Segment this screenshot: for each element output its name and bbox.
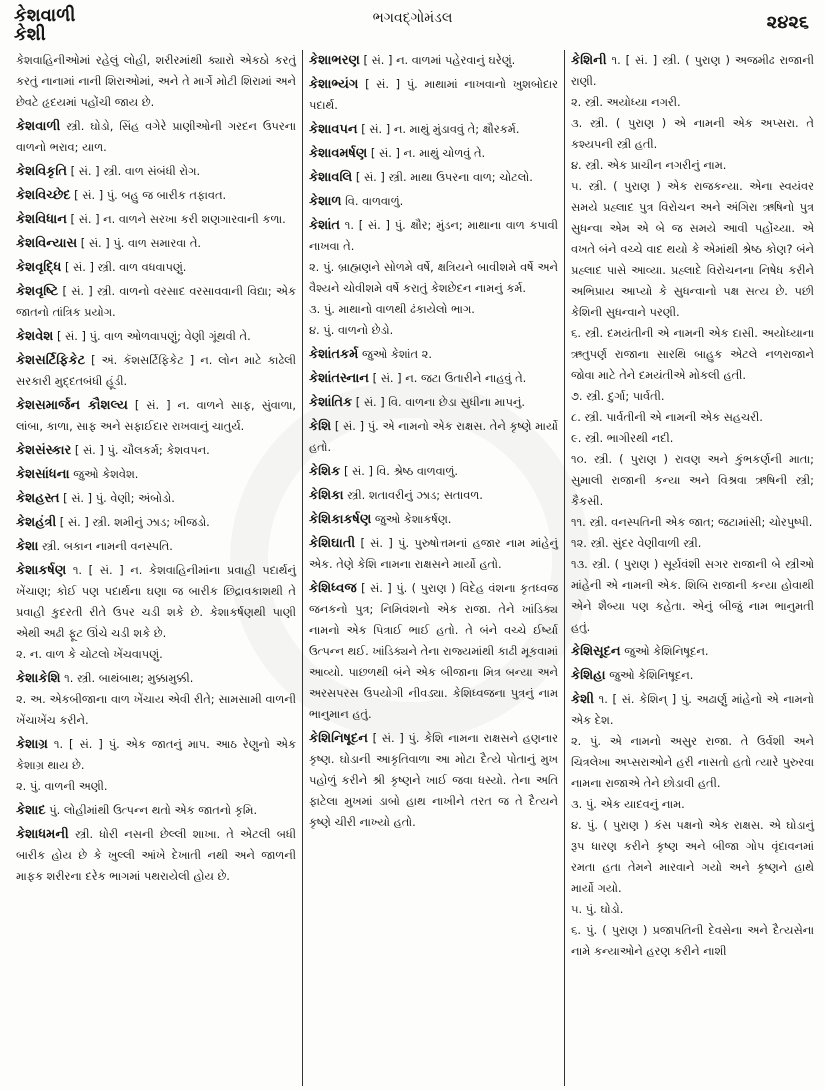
sense: ૧૧. સ્ત્રી. વનસ્પતિની એક જાત; જટામાંસી; ચોરપુષ્પી. <box>571 515 813 529</box>
definition: [ સં. ] પું. પુરુષોત્તમનાં હજાર નામ માંહેનું એક. તેણે કેશિ નામના રાક્ષસને માર્યો હતો. <box>309 536 559 571</box>
sense: ૨. ન. વાળ કે ચોટલો ખેંચવાપણું. <box>16 647 163 661</box>
dictionary-entry <box>571 50 814 638</box>
definition: [ સં. ] વિ. વાળના છેડા સુધીના માપનું. <box>355 395 525 409</box>
sense: ૩. પું. માથાનો વાળથી ઢંકાયેલો ભાગ. <box>309 302 475 316</box>
column-right <box>564 50 820 1086</box>
headword: કેશિનિષૂદન <box>309 731 368 746</box>
definition: [ સં. ] ન. માથું મુંડાવવું તે; ક્ષૌરકર્મ. <box>361 122 520 136</box>
definition: ૧. [ સં. ] પું. એક જાતનું માપ. આઠ રેણુનો એક કેશાગ્ર થાય છે. <box>16 737 296 772</box>
headword: કેશાંતકર્મ <box>309 347 359 362</box>
headword: કેશાંતિક <box>309 395 353 410</box>
definition: [ સં. ] પું. કેશિ નામના રાક્ષસને હણનાર કૃષ્ણ. ઘોડાની આકૃતિવાળા આ મોટા દૈત્યે પોતાનું મુખ પહોળું કરીને શ્રી કૃષ્ણને ખાઈ જવા ધસ્યો. તેના અતિ ફાટેલા મુખમાં ડાબો હાથ નાખીને તરત જ તે દૈત્યને કૃષ્ણે ચીરી નાખ્યો હતો. <box>309 731 559 829</box>
definition: [ સં. ] સ્ત્રી. વાળનો વરસાદ વરસાવવાની વિદ્યા; એક જાતનો તાંત્રિક પ્રયોગ. <box>16 284 296 319</box>
sense: ૬. સ્ત્રી. દમયંતીની એ નામની એક દાસી. અયોધ્યાના ઋતુપર્ણ રાજાના સારથિ બાહુક એટલે નળરાજાને જોવા માટે તેને દમયંતીએ મોકલી હતી. <box>571 326 814 382</box>
dictionary-entry <box>309 578 558 725</box>
headword: કેશાધમની <box>16 827 69 842</box>
dictionary-entry <box>16 800 296 821</box>
dictionary-entry <box>16 488 296 509</box>
headword: કેશી <box>571 692 594 707</box>
headword: કેશવિન્યાસ <box>16 236 78 251</box>
definition: [ સં. ] પું. બહુ જ બારીક તફાવત. <box>74 188 227 202</box>
sense: ૧૦. સ્ત્રી. ( પુરાણ ) રાવણ અને કુંભકર્ણની માતા; સુમાલી રાજાની કન્યા અને વિશ્રવા ઋષિની સ્ત્રી; કૈકસી. <box>571 452 814 508</box>
dictionary-entry <box>309 461 558 482</box>
definition: ૧. [ સં. કેશિન્ ] પું. અઢાર્ણુ માંહેનો એ નામનો એક દેશ. <box>571 692 815 727</box>
sense: ૬. પું. ( પુરાણ ) પ્રજાપતિની દેવસેના અને દૈત્યસેના નામે કન્યાઓને હરણ કરીને નાશી <box>571 923 814 958</box>
page-header <box>0 0 825 48</box>
dictionary-entry <box>309 191 558 212</box>
dictionary-entry <box>16 116 296 158</box>
headword: કેશહસ્ત <box>16 491 60 506</box>
dictionary-entry <box>16 440 296 461</box>
definition: [ સં. ] ન. જટા ઉતારીને નાહવું તે. <box>372 371 527 385</box>
dictionary-entry <box>309 368 558 389</box>
headword: કેશાકર્ષણ <box>16 563 67 578</box>
dictionary-entry <box>309 416 558 458</box>
definition: [ સં. ] પું. વાળ ઓળવાપણું; વેણી ગૂંથવી તે. <box>56 329 251 343</box>
definition: [ સં. ] પું. માથામાં નાખવાનો ખુશબોદાર પદાર્થ. <box>309 77 559 112</box>
dictionary-entry <box>16 395 296 437</box>
headword: કેશાંતસ્નાન <box>309 371 369 386</box>
dictionary-entry <box>16 257 296 278</box>
headword: કેશિઘાતી <box>309 536 356 551</box>
dictionary-entry <box>571 641 814 662</box>
headword: કેશા <box>16 539 39 554</box>
dictionary-entry <box>309 74 558 116</box>
column-left <box>10 50 302 1086</box>
definition: ૧. [ સં. ] સ્ત્રી. ( પુરાણ ) અજમીઢ રાજાની રાણી. <box>571 53 814 88</box>
headword: કેશાભ્યંગ <box>309 77 359 92</box>
dictionary-entry <box>571 665 814 686</box>
sense: ૮. સ્ત્રી. પાર્વતીની એ નામની એક સહચરી. <box>571 410 763 424</box>
headword: કેશાંત <box>309 218 341 233</box>
definition: જુઓ કેશિનિષૂદન. <box>609 668 694 682</box>
dictionary-columns <box>10 50 820 1086</box>
definition: જુઓ કેશિનિષૂદન. <box>624 644 709 658</box>
dictionary-entry <box>309 143 558 164</box>
sense: ૫. પું. ઘોડો. <box>571 902 624 916</box>
headword: કેશિકાકર્ષણ <box>309 512 372 527</box>
dictionary-entry <box>16 281 296 323</box>
sense: ૪. પું. ( પુરાણ ) કંસ પક્ષનો એક રાક્ષસ. એ ઘોડાનું રૂપ ધારણ કરીને કૃષ્ણ અને બીજા ગોપ વૃંદાવનમાં રમતા હતા તેમને મારવાને ગયો અને કૃષ્ણને હાથે માર્યો ગયો. <box>571 818 814 895</box>
sense: ૨. પું. એ નામનો અસુર રાજા. તે ઉર્વશી અને ચિત્રલેખા અપ્સરાઓને હરી નાસતો હતો ત્યારે પુરુરવા નામના રાજાએ તેને છોડાવી હતી. <box>571 734 814 790</box>
headword: કેશિની <box>571 53 607 68</box>
definition: સ્ત્રી. ધોરી નસની છેલ્લી શાખા. તે એટલી બધી બારીક હોય છે કે ખુલ્લી આંખે દેખાતી નથી અને જાળની માફક શરીરના દરેક ભાગમાં પથરાયેલી હોય છે. <box>16 827 296 883</box>
dictionary-entry <box>16 326 296 347</box>
headword: કેશાકેશિ <box>16 671 61 686</box>
column-middle <box>302 50 564 1086</box>
dictionary-entry <box>309 533 558 575</box>
headword: કેશવૃદ્ધિ <box>16 260 62 275</box>
headword: કેશવિકૃતિ <box>16 164 67 179</box>
dictionary-entry <box>16 209 296 230</box>
definition: જુઓ કેશાંત ૨. <box>362 347 432 361</box>
headword: કેશિક <box>309 464 341 479</box>
headword: કેશવિચ્છેદ <box>16 188 71 203</box>
dictionary-entry <box>309 392 558 413</box>
headword: કેશહંત્રી <box>16 515 57 530</box>
headword: કેશાળ <box>309 194 342 209</box>
sense: ૪. પું. વાળનો છેડો. <box>309 323 394 337</box>
definition: કેશવાહિનીઓમાં રહેલું લોહી, શરીરમાંથી ક્યારો એકઠો કરતું કરતું નાનામાં નાની શિરાઓમાં, અને તે માર્ગે મોટી શિરામાં અને છેવટે હૃદયમાં પહોંચી જાય છે. <box>16 53 296 109</box>
definition: ૧. [ સં. ] પું. ક્ષૌર; મુંડન; માથાના વાળ કપાવી નાખવા તે. <box>309 218 558 253</box>
page-number: ૨૪૨૬ <box>766 12 809 33</box>
sense: ૯. સ્ત્રી. ભાગીરથી નદી. <box>571 431 674 445</box>
dictionary-entry <box>309 509 558 530</box>
dictionary-entry <box>16 350 296 392</box>
headword: કેશાવપન <box>309 122 358 137</box>
dictionary-entry <box>16 668 296 731</box>
definition: [ સં. ] ન. વાળમાં પહેરવાનું ઘરેણું. <box>363 53 516 67</box>
definition: [ સં. ] ન. વાળને સરખા કરી શણગારવાની કળા. <box>70 212 286 226</box>
guide-word-first: કેશવાળી <box>14 5 76 26</box>
dictionary-entry <box>16 50 296 113</box>
definition: જુઓ કેશવેશ. <box>73 467 139 481</box>
sense: ૫. સ્ત્રી. ( પુરાણ ) એક રાજકન્યા. એના સ્વયંવર સમયે પ્રહ્લાદ પુત્ર વિરોચન અને અંગિરા ઋષિનો પુત્ર સુધન્વા એમ એ બે જ સમયે આવી પહોંચ્યા. એ વખતે બંને વચ્ચે વાદ થયો કે એમાંથી શ્રેષ્ઠ કોણ? બંને પ્રહ્લાદ પાસે આવ્યા. પ્રહ્લાદે વિરોચનના નિષેધ કરીને અભિપ્રાય આપ્યો કે સુધન્વાનો પક્ષ સત્ય છે. પછી કેશિની સુધન્વાને પરણી. <box>571 179 814 319</box>
sense: ૭. સ્ત્રી. દુર્ગા; પાર્વતી. <box>571 389 665 403</box>
definition: [ સં. ] પું. ચૌલકર્મ; કેશવપન. <box>74 443 210 457</box>
sense: ૧૩. સ્ત્રી. ( પુરાણ ) સૂર્યવંશી સગર રાજાની બે સ્ત્રીઓ માંહેની એ નામની એક. શિબિ રાજાની કન્યા હોવાથી એને શૈબ્યા પણ કહેતા. એનું બીજું નામ ભાનુમતી હતું. <box>571 557 814 634</box>
dictionary-entry <box>309 119 558 140</box>
definition: જુઓ કેશાકર્ષણ. <box>374 512 452 526</box>
guide-word-last: કેશી <box>14 24 46 45</box>
headword: કેશાવમર્ષણ <box>309 146 368 161</box>
sense: ૨. પું. વાળની અણી. <box>16 779 108 793</box>
headword: કેશાદ <box>16 803 46 818</box>
sense: ૪. સ્ત્રી. એક પ્રાચીન નગરીનું નામ. <box>571 158 727 172</box>
definition: [ સં. ] પું. વાળ સમારવા તે. <box>80 236 202 250</box>
definition: [ સં. ] સ્ત્રી. શમીનું ઝાડ; ખીજડો. <box>59 515 210 529</box>
headword: કેશવૃષ્ટિ <box>16 284 59 299</box>
sense: ૩. સ્ત્રી. ( પુરાણ ) એ નામની એક અપ્સરા. તે કશ્યપની સ્ત્રી હતી. <box>571 116 814 151</box>
dictionary-entry <box>309 344 558 365</box>
dictionary-entry <box>16 824 296 887</box>
headword: કેશવાળી <box>16 119 61 134</box>
dictionary-entry <box>16 464 296 485</box>
definition: [ સં. ] સ્ત્રી. વાળ સંબંધી રોગ. <box>70 164 201 178</box>
dictionary-entry <box>309 485 558 506</box>
definition: સ્ત્રી. ઘોડો, સિંહ વગેરે પ્રાણીઓની ગરદન ઉપરના વાળનો ભરાવ; યાળ. <box>16 119 296 154</box>
definition: સ્ત્રી. બકાન નામની વનસ્પતિ. <box>42 539 173 553</box>
headword: કેશસંસ્કાર <box>16 443 72 458</box>
headword: કેશસાંધના <box>16 467 70 482</box>
book-title: ભગવદ્ગોમંડલ <box>372 10 453 26</box>
dictionary-entry <box>16 536 296 557</box>
definition: [ સં. ] પું. ( પુરાણ ) વિદેહ વંશના કૃતધ્વજ જનકનો પુત્ર; નિમિવંશનો એક રાજા. તેને ખાંડિક્ય નામનો એક પિત્રાઈ ભાઈ હતો. તે બંને વચ્ચે ઈર્ષ્યા ઉત્પન્ન થઈ. ખાંડિક્યને તેના રાજ્યમાંથી કાઢી મૂકવામાં આવ્યો. પાછળથી બંને એક બીજાના મિત્ર બન્યા અને અરસપરસ ઉપયોગી નીવડ્યા. કેશિધ્વજના પુત્રનું નામ ભાનુમાન હતું. <box>309 581 559 721</box>
definition: [ સં. ] ન. માથું ચોળવું તે. <box>370 146 486 160</box>
sense: ૩. પું. એક યાદવનું નામ. <box>571 797 685 811</box>
dictionary-entry <box>309 215 558 341</box>
dictionary-entry <box>309 50 558 71</box>
definition: [ અં. કૅશસર્ટિફિકેટ ] ન. લોન માટે કાઢેલી સરકારી મુદ્દતબંધી હૂંડી. <box>16 353 296 388</box>
definition: [ સં. ] સ્ત્રી. વાળ વધવાપણું. <box>64 260 187 274</box>
definition: [ સં. ] ન. વાળને સાફ, સુંવાળા, લાંબા, કાળા, સાફ અને સફાઈદાર રાખવાનું ચાતુર્ય. <box>16 398 296 433</box>
dictionary-entry <box>16 734 296 797</box>
headword: કેશિકા <box>309 488 344 503</box>
dictionary-entry <box>16 233 296 254</box>
dictionary-entry <box>16 185 296 206</box>
sense: ૧૨. સ્ત્રી. સુંદર વેણીવાળી સ્ત્રી. <box>571 536 702 550</box>
dictionary-entry <box>16 161 296 182</box>
dictionary-entry <box>16 560 296 665</box>
definition: [ સં. ] પું. વેણી; અંબોડો. <box>63 491 175 505</box>
headword: કેશિહા <box>571 668 606 683</box>
headword: કેશિધ્વજ <box>309 581 357 596</box>
headword: કેશાભરણ <box>309 53 360 68</box>
dictionary-entry <box>309 728 558 833</box>
sense: ૨. પું. બ્રાહ્મણને સોળમે વર્ષે, ક્ષત્રિયને બાવીશમે વર્ષે અને વૈશ્યને ચોવીશમે વર્ષે કરાતું કેશછેદન નામનું કર્મ. <box>309 260 558 295</box>
headword: કેશસમાર્જન કૌશલ્ય <box>16 398 128 413</box>
definition: પું. લોહીમાંથી ઉત્પન્ન થતો એક જાતનો કૃમિ. <box>49 803 258 817</box>
headword: કેશાવલિ <box>309 170 353 185</box>
definition: [ સં. ] વિ. શ્રેષ્ઠ વાળવાળું. <box>343 464 459 478</box>
dictionary-entry <box>16 512 296 533</box>
definition: સ્ત્રી. શતાવરીનું ઝાડ; સતાવળ. <box>347 488 483 502</box>
definition: ૧. [ સં. ] ન. કેશવાહિનીમાંના પ્રવાહી પદાર્થનું ખેંચાણ; કોઈ પણ પદાર્થના ઘણા જ બારીક છિદ્રાવકાશથી તે પ્રવાહી કુદરતી રીતે ઉપર ચડી શકે છે. કેશાકર્ષણથી પાણી એથી અઢી ફૂટ ઊંચે ચડી શકે છે. <box>16 563 296 640</box>
sense: ૨. સ્ત્રી. અયોધ્યા નગરી. <box>571 95 681 109</box>
headword: કેશસર્ટિફિકેટ <box>16 353 86 368</box>
headword: કેશવિધાન <box>16 212 67 227</box>
definition: [ સં. ] પું. એ નામનો એક રાક્ષસ. તેને કૃષ્ણે માર્યો હતો. <box>309 419 559 454</box>
sense: ૨. અ. એકબીજાના વાળ ખેંચાય એવી રીતે; સામસામી વાળની ખેંચાખેંચ કરીને. <box>16 692 296 727</box>
headword: કેશિસૂદન <box>571 644 621 659</box>
headword: કેશવેશ <box>16 329 54 344</box>
dictionary-entry <box>571 689 814 962</box>
dictionary-entry <box>309 167 558 188</box>
headword: કેશિ <box>309 419 332 434</box>
definition: ૧. સ્ત્રી. બાથંબાથ; મુક્કામુક્કી. <box>64 671 194 685</box>
definition: વિ. વાળવાળું. <box>345 194 404 208</box>
headword: કેશાગ્ર <box>16 737 48 752</box>
definition: [ સં. ] સ્ત્રી. માથા ઉપરના વાળ; ચોટલો. <box>355 170 533 184</box>
